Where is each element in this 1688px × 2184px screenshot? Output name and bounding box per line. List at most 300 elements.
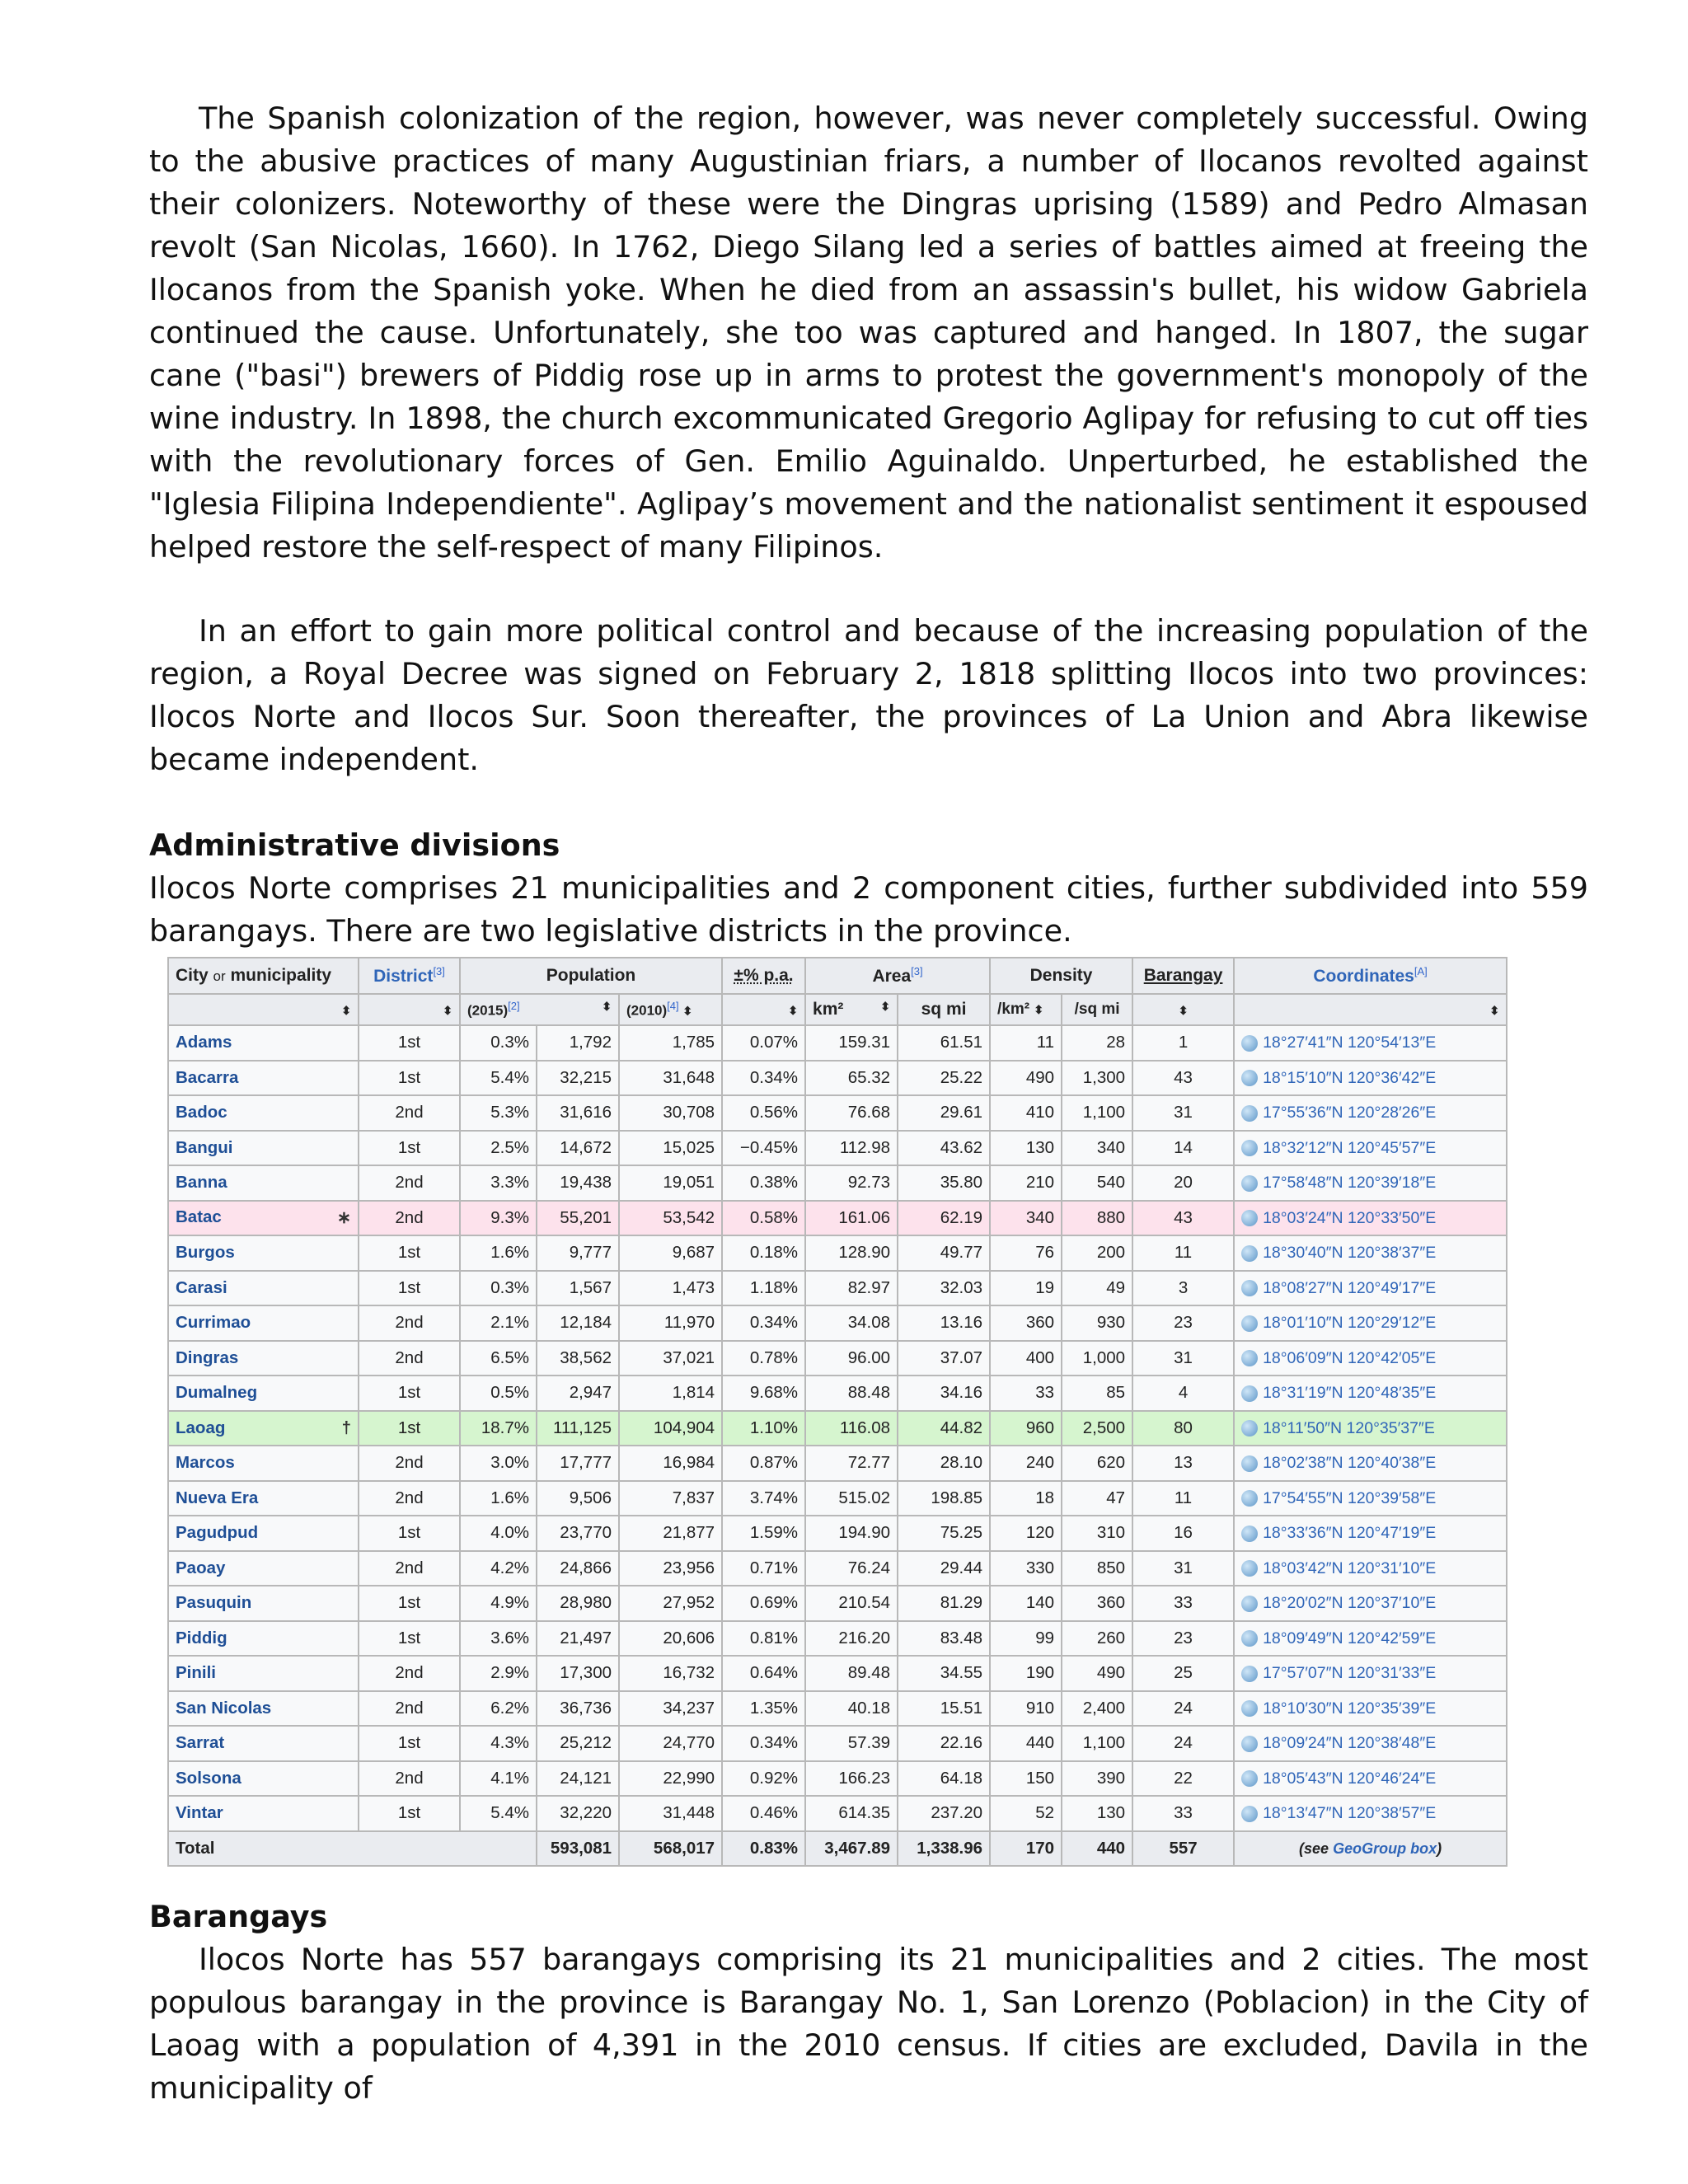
district: 2nd (359, 1691, 460, 1727)
population-share: 5.3% (460, 1095, 537, 1131)
population-2015: 24,866 (537, 1551, 619, 1586)
population-share: 2.9% (460, 1656, 537, 1691)
population-share: 18.7% (460, 1411, 537, 1446)
population-2010: 1,814 (619, 1376, 722, 1411)
sort-icon: ⬍ (1034, 1003, 1044, 1016)
population-share: 3.6% (460, 1621, 537, 1657)
density-sqmi: 1,000 (1062, 1341, 1132, 1376)
header-pop2010[interactable]: (2010)[4] ⬍ (619, 994, 722, 1025)
table-row (168, 1305, 1507, 1341)
barangay-count: 4 (1132, 1376, 1234, 1411)
area-km2: 34.08 (805, 1305, 898, 1341)
globe-icon[interactable] (1241, 1420, 1258, 1436)
population-share: 4.2% (460, 1551, 537, 1586)
area-km2: 159.31 (805, 1025, 898, 1061)
area-sqmi: 43.62 (898, 1131, 990, 1166)
paragraph-spanish-colonization: The Spanish colonization of the region, however, was never completely successful. Owing to the abusive practices of many Augustinian friars, a number of Ilocanos revolted against their colonizers. Noteworthy of these were the Dingras uprising (1589) and Pedro Almasan revolt (San Nicolas, 1660). In 1762, Diego Silang led a series of battles aimed at freeing the Ilocanos from the Spanish yoke. When he died from an assassin's bullet, his widow Gabriela continued the cause. Unfortunately, she too was captured and hanged. In 1807, the sugar cane ("basi") brewers of Piddig rose up in arms to protest the government's monopoly of the wine industry. In 1898, the church excommunicated Gregorio Aglipay for refusing to cut off ties with the revolutionary forces of Gen. Emilio Aguinaldo. Unperturbed, he established the "Iglesia Filipina Independiente". Aglipay’s movement and the nationalist sentiment it espoused helped restore the self-respect of many Filipinos. (149, 101, 1588, 565)
city-name[interactable]: San Nicolas (168, 1691, 359, 1727)
table-row (168, 1726, 1507, 1761)
globe-icon[interactable] (1241, 1105, 1258, 1122)
population-2010: 53,542 (619, 1201, 722, 1236)
header-persqmi: /sq mi (1062, 994, 1132, 1025)
density-sqmi: 2,500 (1062, 1411, 1132, 1446)
growth-rate: 0.34% (722, 1726, 805, 1761)
header-coordinates[interactable]: Coordinates[A] (1234, 958, 1507, 994)
area-sqmi: 198.85 (898, 1481, 990, 1516)
district: 1st (359, 1726, 460, 1761)
population-share: 4.3% (460, 1726, 537, 1761)
globe-icon[interactable] (1241, 1245, 1258, 1262)
globe-icon[interactable] (1241, 1385, 1258, 1402)
city-name[interactable]: Paoay (168, 1551, 359, 1586)
coordinates[interactable]: 17°54′55″N 120°39′58″E (1234, 1481, 1507, 1516)
globe-icon[interactable] (1241, 1666, 1258, 1682)
header-city[interactable]: City or municipality (168, 958, 359, 994)
area-km2: 96.00 (805, 1341, 898, 1376)
globe-icon[interactable] (1241, 1280, 1258, 1296)
population-2010: 22,990 (619, 1761, 722, 1797)
municipalities-table (167, 957, 1507, 1867)
header-sqmi: sq mi (898, 994, 990, 1025)
growth-rate: 3.74% (722, 1481, 805, 1516)
density-km2: 19 (990, 1271, 1062, 1306)
population-share: 0.3% (460, 1025, 537, 1061)
city-name[interactable]: Adams (168, 1025, 359, 1061)
population-2010: 31,448 (619, 1796, 722, 1831)
total-row (168, 1831, 1507, 1867)
area-sqmi: 237.20 (898, 1796, 990, 1831)
area-km2: 194.90 (805, 1516, 898, 1551)
area-sqmi: 29.44 (898, 1551, 990, 1586)
coordinates[interactable]: 18°08′27″N 120°49′17″E (1234, 1271, 1507, 1306)
density-km2: 52 (990, 1796, 1062, 1831)
area-km2: 89.48 (805, 1656, 898, 1691)
globe-icon[interactable] (1241, 1596, 1258, 1612)
growth-rate: 9.68% (722, 1376, 805, 1411)
population-share: 5.4% (460, 1061, 537, 1096)
district: 1st (359, 1586, 460, 1621)
city-name[interactable]: Pasuquin (168, 1586, 359, 1621)
population-2015: 25,212 (537, 1726, 619, 1761)
globe-icon[interactable] (1241, 1315, 1258, 1332)
area-km2: 614.35 (805, 1796, 898, 1831)
area-km2: 128.90 (805, 1235, 898, 1271)
district: 2nd (359, 1761, 460, 1797)
population-2010: 1,785 (619, 1025, 722, 1061)
density-km2: 190 (990, 1656, 1062, 1691)
area-km2: 76.24 (805, 1551, 898, 1586)
city-name[interactable]: Vintar (168, 1796, 359, 1831)
table-row (168, 1621, 1507, 1657)
population-share: 4.9% (460, 1586, 537, 1621)
paragraph-administrative-divisions: Ilocos Norte comprises 21 municipalities and 2 component cities, further subdivided into 559 barangays. There are two legislative districts in the province. (149, 870, 1588, 949)
population-share: 3.3% (460, 1165, 537, 1201)
density-sqmi: 260 (1062, 1621, 1132, 1657)
district: 2nd (359, 1551, 460, 1586)
globe-icon[interactable] (1241, 1035, 1258, 1052)
barangay-count: 33 (1132, 1586, 1234, 1621)
density-km2: 99 (990, 1621, 1062, 1657)
area-sqmi: 44.82 (898, 1411, 990, 1446)
density-km2: 76 (990, 1235, 1062, 1271)
area-km2: 116.08 (805, 1411, 898, 1446)
heading-barangays: Barangays (149, 1899, 328, 1934)
sort-icon: ⬍ (602, 1000, 612, 1014)
population-2010: 15,025 (619, 1131, 722, 1166)
coordinates[interactable]: 18°13′47″N 120°38′57″E (1234, 1796, 1507, 1831)
population-2010: 20,606 (619, 1621, 722, 1657)
density-km2: 360 (990, 1305, 1062, 1341)
table-row (168, 1411, 1507, 1446)
growth-rate: 0.78% (722, 1341, 805, 1376)
growth-rate: −0.45% (722, 1131, 805, 1166)
district: 1st (359, 1516, 460, 1551)
barangay-count: 14 (1132, 1131, 1234, 1166)
coordinates[interactable]: 18°09′24″N 120°38′48″E (1234, 1726, 1507, 1761)
header-population: Population (460, 958, 722, 994)
total-density-km2: 170 (990, 1831, 1062, 1867)
city-name[interactable]: Piddig (168, 1621, 359, 1657)
city-name[interactable]: Bacarra (168, 1061, 359, 1096)
area-sqmi: 49.77 (898, 1235, 990, 1271)
district: 2nd (359, 1201, 460, 1236)
coordinates[interactable]: 17°55′36″N 120°28′26″E (1234, 1095, 1507, 1131)
area-km2: 112.98 (805, 1131, 898, 1166)
barangay-count: 80 (1132, 1411, 1234, 1446)
total-pop2010: 568,017 (619, 1831, 722, 1867)
area-km2: 92.73 (805, 1165, 898, 1201)
growth-rate: 1.59% (722, 1516, 805, 1551)
district: 1st (359, 1131, 460, 1166)
area-km2: 216.20 (805, 1621, 898, 1657)
area-km2: 515.02 (805, 1481, 898, 1516)
coordinates[interactable]: 18°01′10″N 120°29′12″E (1234, 1305, 1507, 1341)
city-name[interactable]: Sarrat (168, 1726, 359, 1761)
globe-icon[interactable] (1241, 1630, 1258, 1647)
population-2010: 11,970 (619, 1305, 722, 1341)
paragraph-barangays: Ilocos Norte has 557 barangays comprising its 21 municipalities and 2 cities. The most populous barangay in the province is Barangay No. 1, San Lorenzo (Poblacion) in the City of Laoag with a population of 4,391 in the 2010 census. If cities are excluded, Davila in the municipality of (149, 1942, 1588, 2106)
density-sqmi: 310 (1062, 1516, 1132, 1551)
barangay-count: 24 (1132, 1691, 1234, 1727)
area-sqmi: 25.22 (898, 1061, 990, 1096)
barangay-count: 23 (1132, 1621, 1234, 1657)
density-km2: 330 (990, 1551, 1062, 1586)
area-km2: 88.48 (805, 1376, 898, 1411)
density-km2: 960 (990, 1411, 1062, 1446)
density-km2: 400 (990, 1341, 1062, 1376)
density-km2: 240 (990, 1446, 1062, 1481)
city-name[interactable]: Laoag † (168, 1411, 359, 1446)
population-2015: 9,777 (537, 1235, 619, 1271)
globe-icon[interactable] (1241, 1350, 1258, 1366)
sort-icon[interactable]: ⬍ (168, 994, 359, 1025)
population-2015: 55,201 (537, 1201, 619, 1236)
globe-icon[interactable] (1241, 1806, 1258, 1822)
total-see-geogroup: (see GeoGroup box) (1234, 1831, 1507, 1867)
sort-icon[interactable]: ⬍ (1234, 994, 1507, 1025)
barangay-count: 43 (1132, 1061, 1234, 1096)
table-row (168, 1691, 1507, 1727)
population-2010: 37,021 (619, 1341, 722, 1376)
population-2015: 32,220 (537, 1796, 619, 1831)
coordinates[interactable]: 18°27′41″N 120°54′13″E (1234, 1025, 1507, 1061)
barangay-count: 16 (1132, 1516, 1234, 1551)
population-share: 2.1% (460, 1305, 537, 1341)
globe-icon[interactable] (1241, 1210, 1258, 1226)
density-sqmi: 28 (1062, 1025, 1132, 1061)
city-name[interactable]: Burgos (168, 1235, 359, 1271)
area-sqmi: 34.16 (898, 1376, 990, 1411)
coordinates[interactable]: 18°20′02″N 120°37′10″E (1234, 1586, 1507, 1621)
city-mark: ∗ (336, 1208, 351, 1228)
table-row (168, 1796, 1507, 1831)
table-row (168, 1481, 1507, 1516)
district: 1st (359, 1411, 460, 1446)
coordinates[interactable]: 18°05′43″N 120°46′24″E (1234, 1761, 1507, 1797)
table-row (168, 1586, 1507, 1621)
city-name[interactable]: Currimao (168, 1305, 359, 1341)
population-2015: 1,792 (537, 1025, 619, 1061)
density-sqmi: 200 (1062, 1235, 1132, 1271)
population-share: 6.2% (460, 1691, 537, 1727)
barangay-count: 23 (1132, 1305, 1234, 1341)
city-mark: † (341, 1418, 351, 1437)
area-sqmi: 15.51 (898, 1691, 990, 1727)
barangay-count: 31 (1132, 1551, 1234, 1586)
growth-rate: 1.18% (722, 1271, 805, 1306)
barangay-count: 25 (1132, 1656, 1234, 1691)
density-sqmi: 620 (1062, 1446, 1132, 1481)
barangay-count: 11 (1132, 1481, 1234, 1516)
area-sqmi: 13.16 (898, 1305, 990, 1341)
area-km2: 210.54 (805, 1586, 898, 1621)
coordinates[interactable]: 18°11′50″N 120°35′37″E (1234, 1411, 1507, 1446)
district: 2nd (359, 1165, 460, 1201)
city-name[interactable]: Badoc (168, 1095, 359, 1131)
population-share: 0.3% (460, 1271, 537, 1306)
globe-icon[interactable] (1241, 1770, 1258, 1787)
population-2015: 36,736 (537, 1691, 619, 1727)
coordinates[interactable]: 18°33′36″N 120°47′19″E (1234, 1516, 1507, 1551)
sort-icon: ⬍ (682, 1004, 693, 1018)
coordinates[interactable]: 18°03′42″N 120°31′10″E (1234, 1551, 1507, 1586)
header-km2[interactable]: km² ⬍ (805, 994, 898, 1025)
population-2015: 28,980 (537, 1586, 619, 1621)
population-2010: 30,708 (619, 1095, 722, 1131)
density-km2: 490 (990, 1061, 1062, 1096)
population-2015: 2,947 (537, 1376, 619, 1411)
city-name[interactable]: Solsona (168, 1761, 359, 1797)
globe-icon[interactable] (1241, 1700, 1258, 1717)
density-km2: 910 (990, 1691, 1062, 1727)
density-km2: 210 (990, 1165, 1062, 1201)
table-row (168, 1165, 1507, 1201)
density-km2: 120 (990, 1516, 1062, 1551)
area-sqmi: 29.61 (898, 1095, 990, 1131)
growth-rate: 0.92% (722, 1761, 805, 1797)
total-km2: 3,467.89 (805, 1831, 898, 1867)
total-pa: 0.83% (722, 1831, 805, 1867)
population-2015: 38,562 (537, 1341, 619, 1376)
city-name[interactable]: Dumalneg (168, 1376, 359, 1411)
density-km2: 11 (990, 1025, 1062, 1061)
heading-administrative-divisions: Administrative divisions (149, 827, 560, 863)
population-share: 9.3% (460, 1201, 537, 1236)
barangay-count: 22 (1132, 1761, 1234, 1797)
population-2015: 111,125 (537, 1411, 619, 1446)
coordinates[interactable]: 18°03′24″N 120°33′50″E (1234, 1201, 1507, 1236)
total-label: Total (168, 1831, 537, 1867)
population-share: 0.5% (460, 1376, 537, 1411)
density-km2: 410 (990, 1095, 1062, 1131)
district: 1st (359, 1235, 460, 1271)
density-sqmi: 130 (1062, 1796, 1132, 1831)
barangay-count: 20 (1132, 1165, 1234, 1201)
density-sqmi: 49 (1062, 1271, 1132, 1306)
population-share: 4.0% (460, 1516, 537, 1551)
density-sqmi: 540 (1062, 1165, 1132, 1201)
coordinates[interactable]: 18°06′09″N 120°42′05″E (1234, 1341, 1507, 1376)
barangay-count: 33 (1132, 1796, 1234, 1831)
population-2015: 23,770 (537, 1516, 619, 1551)
globe-icon[interactable] (1241, 1175, 1258, 1192)
globe-icon[interactable] (1241, 1455, 1258, 1472)
population-share: 4.1% (460, 1761, 537, 1797)
district: 1st (359, 1376, 460, 1411)
header-barangay[interactable]: Barangay (1132, 958, 1234, 994)
density-sqmi: 1,100 (1062, 1095, 1132, 1131)
area-km2: 57.39 (805, 1726, 898, 1761)
density-km2: 130 (990, 1131, 1062, 1166)
growth-rate: 0.38% (722, 1165, 805, 1201)
city-name[interactable]: Dingras (168, 1341, 359, 1376)
sort-icon[interactable]: ⬍ (1132, 994, 1234, 1025)
density-sqmi: 1,100 (1062, 1726, 1132, 1761)
population-2010: 16,984 (619, 1446, 722, 1481)
district: 2nd (359, 1481, 460, 1516)
globe-icon[interactable] (1241, 1140, 1258, 1156)
header-district[interactable]: District[3] (359, 958, 460, 994)
coordinates[interactable]: 18°10′30″N 120°35′39″E (1234, 1691, 1507, 1727)
header-perkm2[interactable]: /km² ⬍ (990, 994, 1062, 1025)
density-km2: 18 (990, 1481, 1062, 1516)
city-name[interactable]: Banna (168, 1165, 359, 1201)
population-2015: 19,438 (537, 1165, 619, 1201)
area-sqmi: 28.10 (898, 1446, 990, 1481)
population-2010: 21,877 (619, 1516, 722, 1551)
globe-icon[interactable] (1241, 1070, 1258, 1086)
area-sqmi: 81.29 (898, 1586, 990, 1621)
density-sqmi: 880 (1062, 1201, 1132, 1236)
table-row (168, 1446, 1507, 1481)
coordinates[interactable]: 18°15′10″N 120°36′42″E (1234, 1061, 1507, 1096)
coordinates[interactable]: 18°32′12″N 120°45′57″E (1234, 1131, 1507, 1166)
coordinates[interactable]: 17°57′07″N 120°31′33″E (1234, 1656, 1507, 1691)
city-name[interactable]: Pagudpud (168, 1516, 359, 1551)
density-sqmi: 930 (1062, 1305, 1132, 1341)
table-row (168, 1761, 1507, 1797)
total-sqmi: 1,338.96 (898, 1831, 990, 1867)
area-km2: 82.97 (805, 1271, 898, 1306)
globe-icon[interactable] (1241, 1560, 1258, 1577)
density-sqmi: 340 (1062, 1131, 1132, 1166)
globe-icon[interactable] (1241, 1526, 1258, 1542)
coordinates[interactable]: 18°30′40″N 120°38′37″E (1234, 1235, 1507, 1271)
area-sqmi: 37.07 (898, 1341, 990, 1376)
header-pa[interactable]: ±% p.a. (722, 958, 805, 994)
growth-rate: 0.34% (722, 1061, 805, 1096)
population-2015: 17,777 (537, 1446, 619, 1481)
barangay-count: 1 (1132, 1025, 1234, 1061)
population-2010: 27,952 (619, 1586, 722, 1621)
city-name[interactable]: Marcos (168, 1446, 359, 1481)
sort-icon[interactable]: ⬍ (359, 994, 460, 1025)
barangay-count: 43 (1132, 1201, 1234, 1236)
population-2015: 12,184 (537, 1305, 619, 1341)
density-sqmi: 390 (1062, 1761, 1132, 1797)
density-sqmi: 2,400 (1062, 1691, 1132, 1727)
globe-icon[interactable] (1241, 1736, 1258, 1752)
city-name[interactable]: Bangui (168, 1131, 359, 1166)
geogroup-link[interactable]: GeoGroup box (1333, 1840, 1437, 1857)
density-km2: 150 (990, 1761, 1062, 1797)
growth-rate: 0.46% (722, 1796, 805, 1831)
globe-icon[interactable] (1241, 1490, 1258, 1507)
city-name[interactable]: Batac ∗ (168, 1201, 359, 1236)
population-2010: 19,051 (619, 1165, 722, 1201)
density-km2: 140 (990, 1586, 1062, 1621)
population-2015: 31,616 (537, 1095, 619, 1131)
sort-icon[interactable]: ⬍ (722, 994, 805, 1025)
district: 2nd (359, 1446, 460, 1481)
area-km2: 166.23 (805, 1761, 898, 1797)
city-name[interactable]: Nueva Era (168, 1481, 359, 1516)
barangay-count: 3 (1132, 1271, 1234, 1306)
population-2015: 17,300 (537, 1656, 619, 1691)
city-name[interactable]: Pinili (168, 1656, 359, 1691)
growth-rate: 0.64% (722, 1656, 805, 1691)
population-2015: 32,215 (537, 1061, 619, 1096)
coordinates[interactable]: 18°09′49″N 120°42′59″E (1234, 1621, 1507, 1657)
population-share: 1.6% (460, 1481, 537, 1516)
density-sqmi: 490 (1062, 1656, 1132, 1691)
growth-rate: 0.87% (722, 1446, 805, 1481)
growth-rate: 0.58% (722, 1201, 805, 1236)
population-2010: 34,237 (619, 1691, 722, 1727)
density-sqmi: 47 (1062, 1481, 1132, 1516)
table-row (168, 1516, 1507, 1551)
barangay-count: 13 (1132, 1446, 1234, 1481)
growth-rate: 0.07% (722, 1025, 805, 1061)
growth-rate: 0.69% (722, 1586, 805, 1621)
population-2010: 31,648 (619, 1061, 722, 1096)
coordinates[interactable]: 17°58′48″N 120°39′18″E (1234, 1165, 1507, 1201)
table-row (168, 1341, 1507, 1376)
area-km2: 65.32 (805, 1061, 898, 1096)
header-density: Density (990, 958, 1132, 994)
table-row (168, 1656, 1507, 1691)
district: 1st (359, 1061, 460, 1096)
growth-rate: 1.10% (722, 1411, 805, 1446)
sort-icon: ⬍ (880, 1000, 891, 1013)
table-row (168, 1376, 1507, 1411)
population-2010: 23,956 (619, 1551, 722, 1586)
coordinates[interactable]: 18°02′38″N 120°40′38″E (1234, 1446, 1507, 1481)
city-name[interactable]: Carasi (168, 1271, 359, 1306)
header-pop2015[interactable]: (2015)[2] ⬍ (460, 994, 619, 1025)
coordinates[interactable]: 18°31′19″N 120°48′35″E (1234, 1376, 1507, 1411)
population-share: 5.4% (460, 1796, 537, 1831)
